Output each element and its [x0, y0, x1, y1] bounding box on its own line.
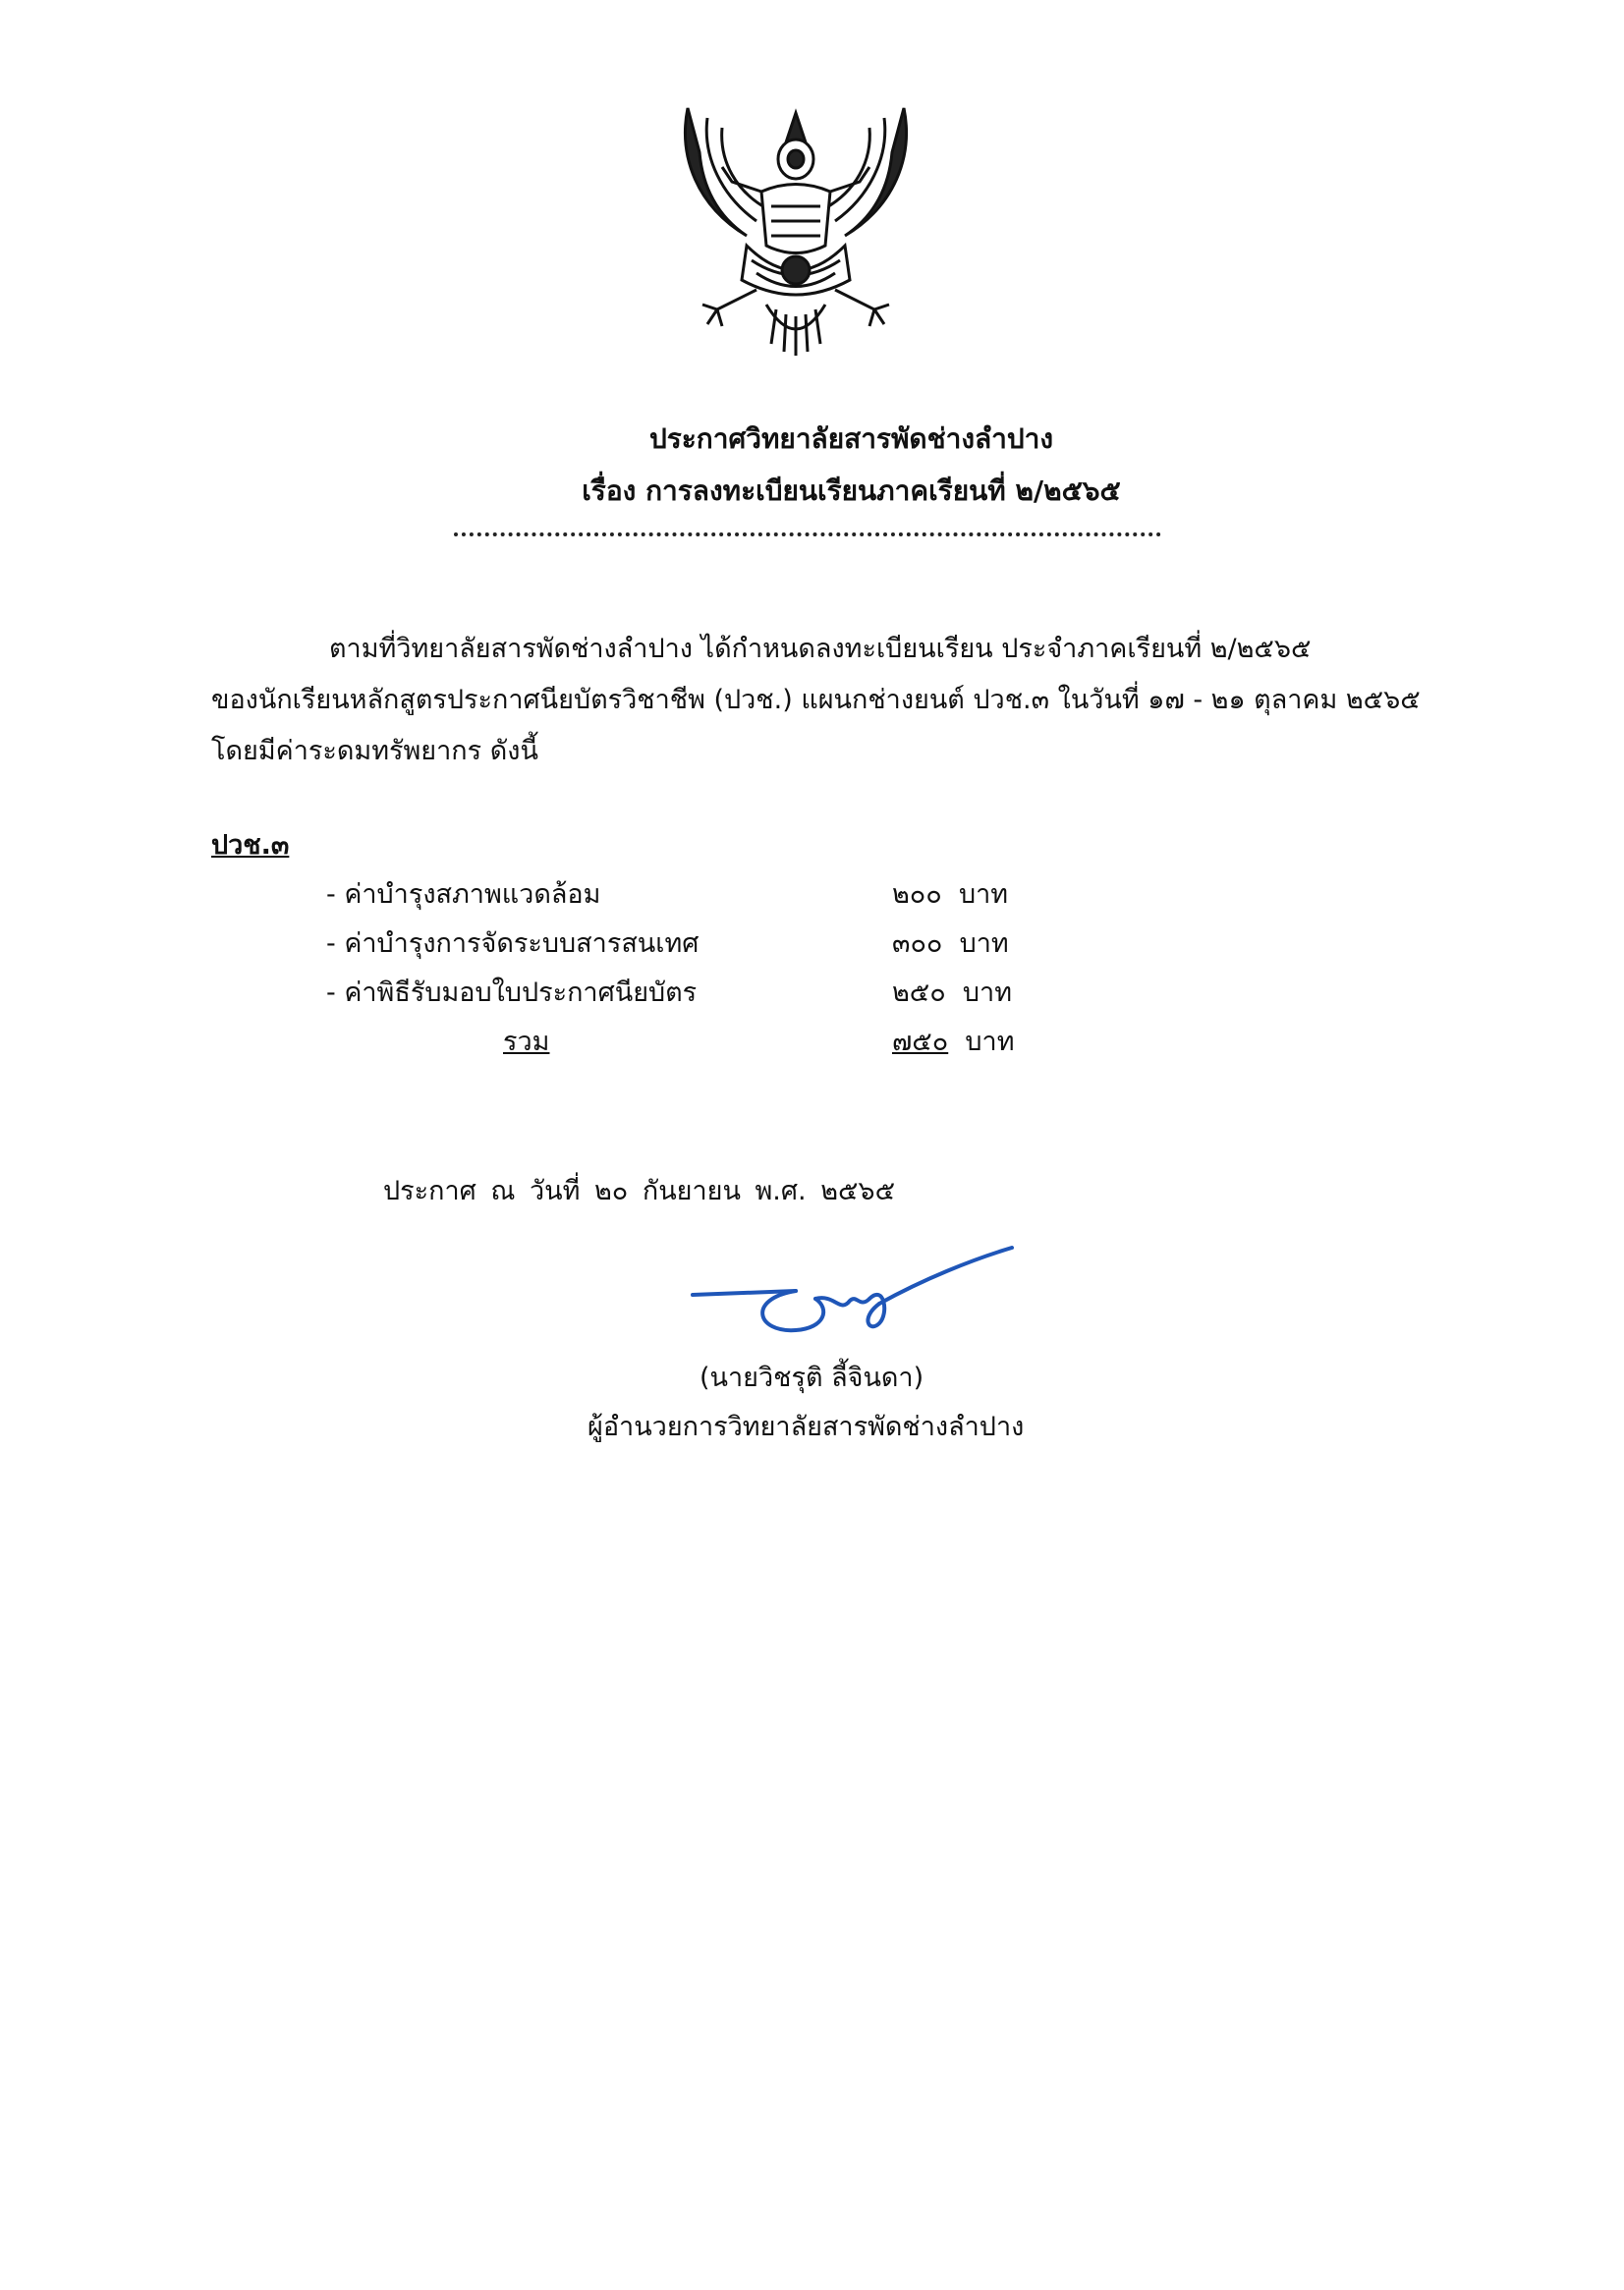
fee-item-amount	[892, 922, 1009, 964]
fee-amount-value: ๒๐๐	[892, 879, 942, 910]
fee-unit: บาท	[958, 879, 1009, 910]
fee-unit: บาท	[962, 977, 1012, 1008]
fee-amount-value: ๓๐๐	[892, 928, 943, 959]
paragraph-line-3: โดยมีค่าระดมทรัพยากร ดังนี้	[211, 736, 538, 766]
signatory-position: ผู้อำนวยการวิทยาลัยสารพัดช่างลำปาง	[588, 1412, 1025, 1442]
announcement-date: ประกาศ ณ วันที่ ๒๐ กันยายน พ.ศ. ๒๕๖๕	[383, 1176, 895, 1206]
garuda-emblem	[678, 98, 914, 363]
fee-item-label: - ค่าบำรุงสภาพแวดล้อม	[326, 879, 601, 910]
fee-total-amount	[892, 1020, 1015, 1062]
body-paragraph	[211, 624, 1425, 777]
dotted-divider	[454, 531, 1161, 536]
fee-section-title: ปวช.๓	[211, 830, 290, 861]
paragraph-line-1: ตามที่วิทยาลัยสารพัดช่างลำปาง ได้กำหนดลงทะเบียนเรียน ประจำภาคเรียนที่ ๒/๒๕๖๕	[329, 634, 1312, 664]
fee-item-amount	[892, 872, 1008, 915]
fee-item-label: - ค่าบำรุงการจัดระบบสารสนเทศ	[326, 928, 700, 959]
document-subject: เรื่อง การลงทะเบียนเรียนภาคเรียนที่ ๒/๒๕๖๕	[582, 475, 1121, 507]
fee-item-amount	[892, 971, 1012, 1013]
fee-item-label: - ค่าพิธีรับมอบใบประกาศนียบัตร	[326, 977, 698, 1008]
fee-total-label: รวม	[503, 1027, 550, 1057]
fee-total-value: ๗๕๐	[892, 1027, 949, 1057]
handwritten-signature	[688, 1240, 1022, 1348]
fee-total-unit: บาท	[965, 1027, 1015, 1057]
signatory-name: (นายวิชรุติ ลี้จินดา)	[700, 1363, 924, 1393]
fee-amount-value: ๒๕๐	[892, 977, 946, 1008]
paragraph-line-2: ของนักเรียนหลักสูตรประกาศนียบัตรวิชาชีพ (ปวช.) แผนกช่างยนต์ ปวช.๓ ในวันที่ ๑๗ - ๒๑ ตุลาคม ๒๕๖๕	[211, 685, 1421, 715]
fee-unit: บาท	[959, 928, 1009, 959]
document-title: ประกาศวิทยาลัยสารพัดช่างลำปาง	[648, 422, 1054, 455]
